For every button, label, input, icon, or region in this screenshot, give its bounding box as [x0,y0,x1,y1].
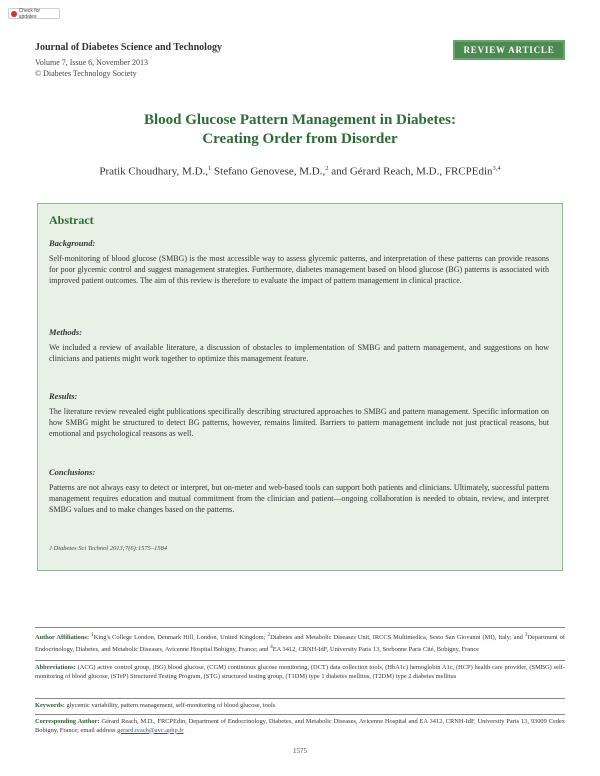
page-number: 1575 [293,747,307,755]
results-heading: Results: [49,391,78,401]
author-1-affil: 1 [208,165,212,172]
author-2-affil: 2 [325,165,329,172]
keywords-label: Keywords: [35,702,65,709]
corresponding-label: Corresponding Author: [35,718,100,725]
corresponding-text: Gérard Reach, M.D., FRCPEdin, Department of Endocrinology, Diabetes, and Metabolic Diseases, Avicenne Hospital and EA 3412, CRNH-IdF, University Paris 13, 93009 Cedex Bobigny, France; email address [35,718,565,734]
check-for-updates-label: Check for updates [18,7,41,20]
affiliation-1: King's College London, Denmark Hill, London, United Kingdom; [93,634,268,642]
check-for-updates-badge[interactable] [8,8,60,19]
author-2: Stefano Genovese, M.D., [211,165,326,178]
footnote-divider [35,698,565,699]
affiliation-4: EA 3412, CRNH-IdF, University Paris 13, Sorbonne Paris Cité, Bobigny, France [272,645,479,653]
abstract-heading: Abstract [49,213,94,227]
title-line-2: Creating Order from Disorder [202,131,398,147]
affil-marker-1: 1 [91,632,94,638]
author-3-affil: 3,4 [492,165,501,172]
journal-issue-info [35,57,148,79]
abbreviations-text: (ACG) active control group, (BG) blood glucose, (CGM) continuous glucose monitoring, (DCT) data collection tools, (HbA1c) hemoglobin A1c, (HCP) health care provider, (SMBG) self-monitoring of blood glucose, (STeP) Structured Testing Program, (STG) structured testing group, (T1DM) type 1 diabetes mellitus, (T2DM) type 2 diabetes mellitus [35,664,565,680]
conclusions-text: Patterns are not always easy to detect or interpret, but on-meter and web-based tools can support both patients and clinicians. Ultimately, successful pattern management requires education and mutual commitment from the clinician and patient—ongoing collaboration is needed to obtain, review, and interpret SMBG values and to make changes based on the patterns. [49,483,549,515]
conclusions-heading: Conclusions: [49,467,96,477]
affiliation-3: Department of Endocrinology, Diabetes, and Metabolic Diseases, Avicenne Hospital Bobigny, France; and [35,634,565,653]
footnote-divider [35,714,565,715]
results-text: The literature review revealed eight publications specifically describing structured approaches to SMBG and pattern management. Specific information on how SMBG might be structured to detect BG patterns, however, remains limited. Barriers to pattern management include not just practical reasons, but emotional and psychological reasons as well. [49,407,549,439]
author-affiliations [35,631,565,654]
volume-line: Volume 7, Issue 6, November 2013 [35,58,148,67]
affiliations-label: Author Affiliations: [35,634,90,642]
author-list [20,165,580,178]
keywords-text: glycemic variability, pattern management, self-monitoring of blood glucose, tools [66,702,276,709]
background-text: Self-monitoring of blood glucose (SMBG) is the most accessible way to assess glycemic patterns, and interpretation of these patterns can provide reasons for poor glycemic control and suggest management strategies. Furthermore, diabetes management based on blood glucose (BG) patterns is associated with improved patient outcomes. The aim of this review is therefore to evaluate the impact of pattern management in clinical practice. [49,254,549,286]
abstract-citation: J Diabetes Sci Technol 2013;7(6):1575–1584 [49,545,168,552]
corresponding-author [35,718,565,735]
methods-text: We included a review of available literature, a discussion of obstacles to implementation of SMBG and pattern management, and suggestions on how clinicians and patients might work together to optimize this management feature. [49,343,549,364]
affiliation-2: Diabetes and Metabolic Diseases Unit, IRCCS Multimedica, Sesto San Giovanni (MI), Italy; and [270,634,525,642]
title-line-1: Blood Glucose Pattern Management in Diabetes: [143,112,457,128]
methods-heading: Methods: [49,327,83,337]
email-link[interactable]: gerard.reach@avc.aphp.fr [117,726,184,734]
copyright-line: © Diabetes Technology Society [35,69,137,78]
background-heading: Background: [49,238,96,248]
affil-marker-2: 2 [267,632,271,638]
affil-marker-4: 4 [270,643,273,650]
footnote-divider [35,627,565,628]
abbreviations [35,664,565,681]
article-title [40,111,560,149]
abbreviations-label: Abbreviations: [35,664,76,671]
journal-name: Journal of Diabetes Science and Technology [35,42,222,53]
author-3: and Gérard Reach, M.D., FRCPEdin [328,165,493,178]
affil-marker-3: 3 [524,632,528,638]
keywords [35,702,565,711]
article-type-badge: REVIEW ARTICLE [453,40,565,60]
author-1: Pratik Choudhary, M.D., [99,165,209,178]
crossmark-icon [11,11,17,17]
footnote-divider [35,660,565,661]
